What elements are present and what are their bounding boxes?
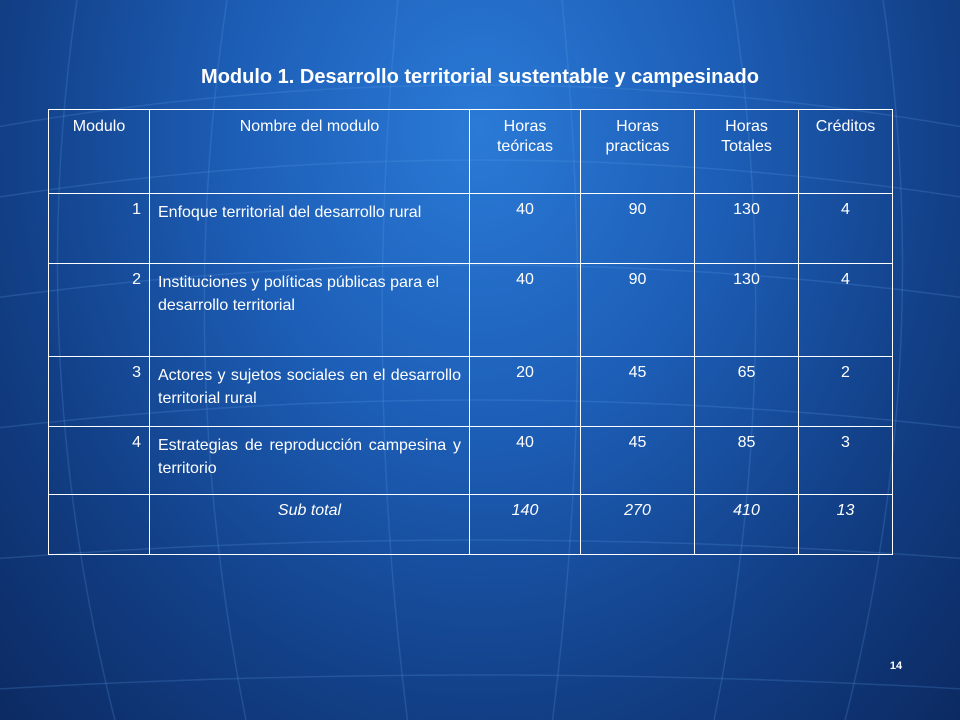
cell-modulo: 2	[49, 264, 150, 357]
cell-totales: 65	[695, 357, 799, 427]
table-row	[49, 357, 893, 427]
header-creditos: Créditos	[799, 110, 893, 194]
cell-empty	[49, 495, 150, 555]
cell-totales: 130	[695, 194, 799, 264]
cell-practicas: 45	[581, 427, 695, 495]
cell-teoricas: 40	[470, 264, 581, 357]
subtotal-totales: 410	[695, 495, 799, 555]
cell-nombre: Instituciones y políticas públicas para el desarrollo territorial	[150, 264, 470, 357]
cell-teoricas: 40	[470, 427, 581, 495]
slide-title: Modulo 1. Desarrollo territorial sustentable y campesinado	[201, 66, 759, 88]
modules-table	[48, 109, 893, 555]
cell-nombre: Actores y sujetos sociales en el desarrollo territorial rural	[150, 357, 470, 427]
header-horas-practicas: Horas practicas	[581, 110, 695, 194]
table-row	[49, 427, 893, 495]
cell-practicas: 90	[581, 194, 695, 264]
subtotal-creditos: 13	[799, 495, 893, 555]
table-row	[49, 264, 893, 357]
cell-nombre: Enfoque territorial del desarrollo rural	[150, 194, 470, 264]
table-row	[49, 194, 893, 264]
cell-creditos: 2	[799, 357, 893, 427]
cell-modulo: 3	[49, 357, 150, 427]
header-horas-teoricas: Horas teóricas	[470, 110, 581, 194]
subtotal-row	[49, 495, 893, 555]
header-horas-totales: Horas Totales	[695, 110, 799, 194]
table-header-row	[49, 110, 893, 194]
cell-totales: 85	[695, 427, 799, 495]
cell-creditos: 4	[799, 264, 893, 357]
cell-creditos: 3	[799, 427, 893, 495]
subtotal-practicas: 270	[581, 495, 695, 555]
cell-teoricas: 20	[470, 357, 581, 427]
subtotal-teoricas: 140	[470, 495, 581, 555]
header-modulo: Modulo	[49, 110, 150, 194]
cell-practicas: 45	[581, 357, 695, 427]
cell-practicas: 90	[581, 264, 695, 357]
cell-modulo: 1	[49, 194, 150, 264]
page-number: 14	[889, 660, 903, 672]
cell-creditos: 4	[799, 194, 893, 264]
header-nombre: Nombre del modulo	[150, 110, 470, 194]
subtotal-label: Sub total	[150, 495, 470, 555]
cell-modulo: 4	[49, 427, 150, 495]
cell-totales: 130	[695, 264, 799, 357]
cell-teoricas: 40	[470, 194, 581, 264]
cell-nombre: Estrategias de reproducción campesina y territorio	[150, 427, 470, 495]
